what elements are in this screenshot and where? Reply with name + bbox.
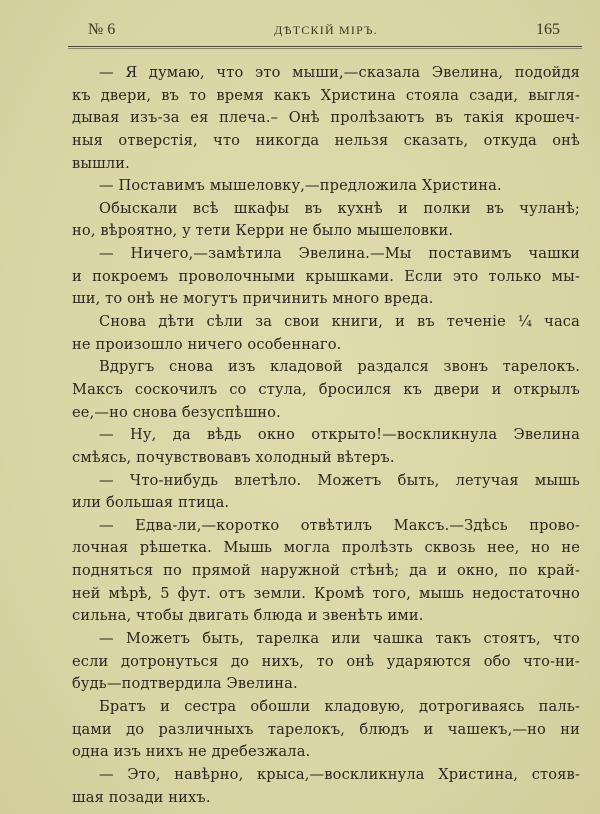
paragraph bbox=[72, 628, 580, 696]
paragraph bbox=[72, 424, 580, 469]
text-line: — Можетъ быть, тарелка или чашка такъ стоятъ, что bbox=[99, 630, 580, 648]
header-rule bbox=[68, 46, 582, 49]
text-line: цами до различныхъ тарелокъ, блюдъ и чашекъ,—но ни bbox=[72, 720, 580, 738]
text-line: подняться по прямой наружной стѣнѣ; да и окно, по край- bbox=[72, 562, 580, 580]
paragraph bbox=[72, 311, 580, 356]
page-body bbox=[72, 62, 580, 809]
text-line: Максъ соскочилъ со стула, бросился къ двери и открылъ bbox=[72, 380, 580, 398]
text-line: смѣясь, почувствовавъ холодный вѣтеръ. bbox=[72, 448, 395, 466]
text-line: — Едва-ли,—коротко отвѣтилъ Максъ.—Здѣсь прово- bbox=[99, 516, 580, 534]
running-header bbox=[70, 20, 582, 44]
issue-number: № 6 bbox=[88, 21, 116, 38]
text-line: къ двери, въ то время какъ Христина стояла сзади, выгля- bbox=[72, 86, 580, 104]
text-line: Братъ и сестра обошли кладовую, дотрогиваясь паль- bbox=[99, 697, 580, 715]
text-line: ныя отверстія, что никогда нельзя сказать, откуда онѣ bbox=[72, 131, 580, 149]
text-line: ши, то онѣ не могутъ причинить много вреда. bbox=[72, 290, 434, 308]
text-line: ней мѣрѣ, 5 фут. отъ земли. Кромѣ того, мышь недостаточно bbox=[72, 584, 580, 602]
text-line: вышли. bbox=[72, 154, 130, 172]
text-line: но, вѣроятно, у тети Керри не было мышеловки. bbox=[72, 222, 454, 240]
text-line: шая позади нихъ. bbox=[72, 788, 211, 806]
text-line: — Ну, да вѣдь окно открыто!—воскликнула Эвелина bbox=[99, 426, 580, 444]
text-line: — Поставимъ мышеловку,—предложила Христина. bbox=[99, 177, 502, 195]
text-line: — Это, навѣрно, крыса,—воскликнула Христина, стояв- bbox=[99, 765, 580, 783]
paragraph bbox=[72, 515, 580, 628]
text-line: — Что-нибудь влетѣло. Можетъ быть, летучая мышь bbox=[99, 471, 580, 489]
paragraph bbox=[72, 764, 580, 809]
paragraph bbox=[72, 470, 580, 515]
text-line: — Я думаю, что это мыши,—сказала Эвелина, подойдя bbox=[99, 64, 580, 81]
text-line: или большая птица. bbox=[72, 494, 230, 512]
paragraph bbox=[72, 356, 580, 424]
text-line: будь—подтвердила Эвелина. bbox=[72, 675, 298, 693]
paragraph bbox=[72, 198, 580, 243]
text-line: дывая изъ-за ея плеча.– Онѣ пролѣзаютъ въ такія крошеч- bbox=[72, 109, 580, 127]
text-line: Снова дѣти сѣли за свои книги, и въ теченіе ¼ часа bbox=[99, 313, 580, 331]
text-line: если дотронуться до нихъ, то онѣ ударяются обо что-ни- bbox=[72, 652, 580, 670]
page-number: 165 bbox=[536, 21, 560, 38]
paragraph bbox=[72, 243, 580, 311]
text-line: Вдругъ снова изъ кладовой раздался звонъ тарелокъ. bbox=[99, 358, 580, 376]
paragraph bbox=[72, 696, 580, 764]
journal-title: ДѢТСКІЙ МІРЪ. bbox=[274, 23, 378, 37]
text-line: лочная рѣшетка. Мышь могла пролѣзть сквозь нее, но не bbox=[72, 539, 580, 557]
text-line: не произошло ничего особеннаго. bbox=[72, 335, 342, 353]
text-line: сильна, чтобы двигать блюда и звенѣть ими. bbox=[72, 607, 424, 625]
text-line: ее,—но снова безуспѣшно. bbox=[72, 403, 281, 421]
text-line: одна изъ нихъ не дребезжала. bbox=[72, 743, 311, 761]
text-line: и покроемъ проволочными крышками. Если это только мы- bbox=[72, 267, 580, 285]
text-line: Обыскали всѣ шкафы въ кухнѣ и полки въ чуланѣ; bbox=[99, 199, 580, 217]
text-line: — Ничего,—замѣтила Эвелина.—Мы поставимъ чашки bbox=[99, 245, 580, 263]
paragraph bbox=[72, 62, 580, 175]
paragraph bbox=[72, 175, 580, 198]
